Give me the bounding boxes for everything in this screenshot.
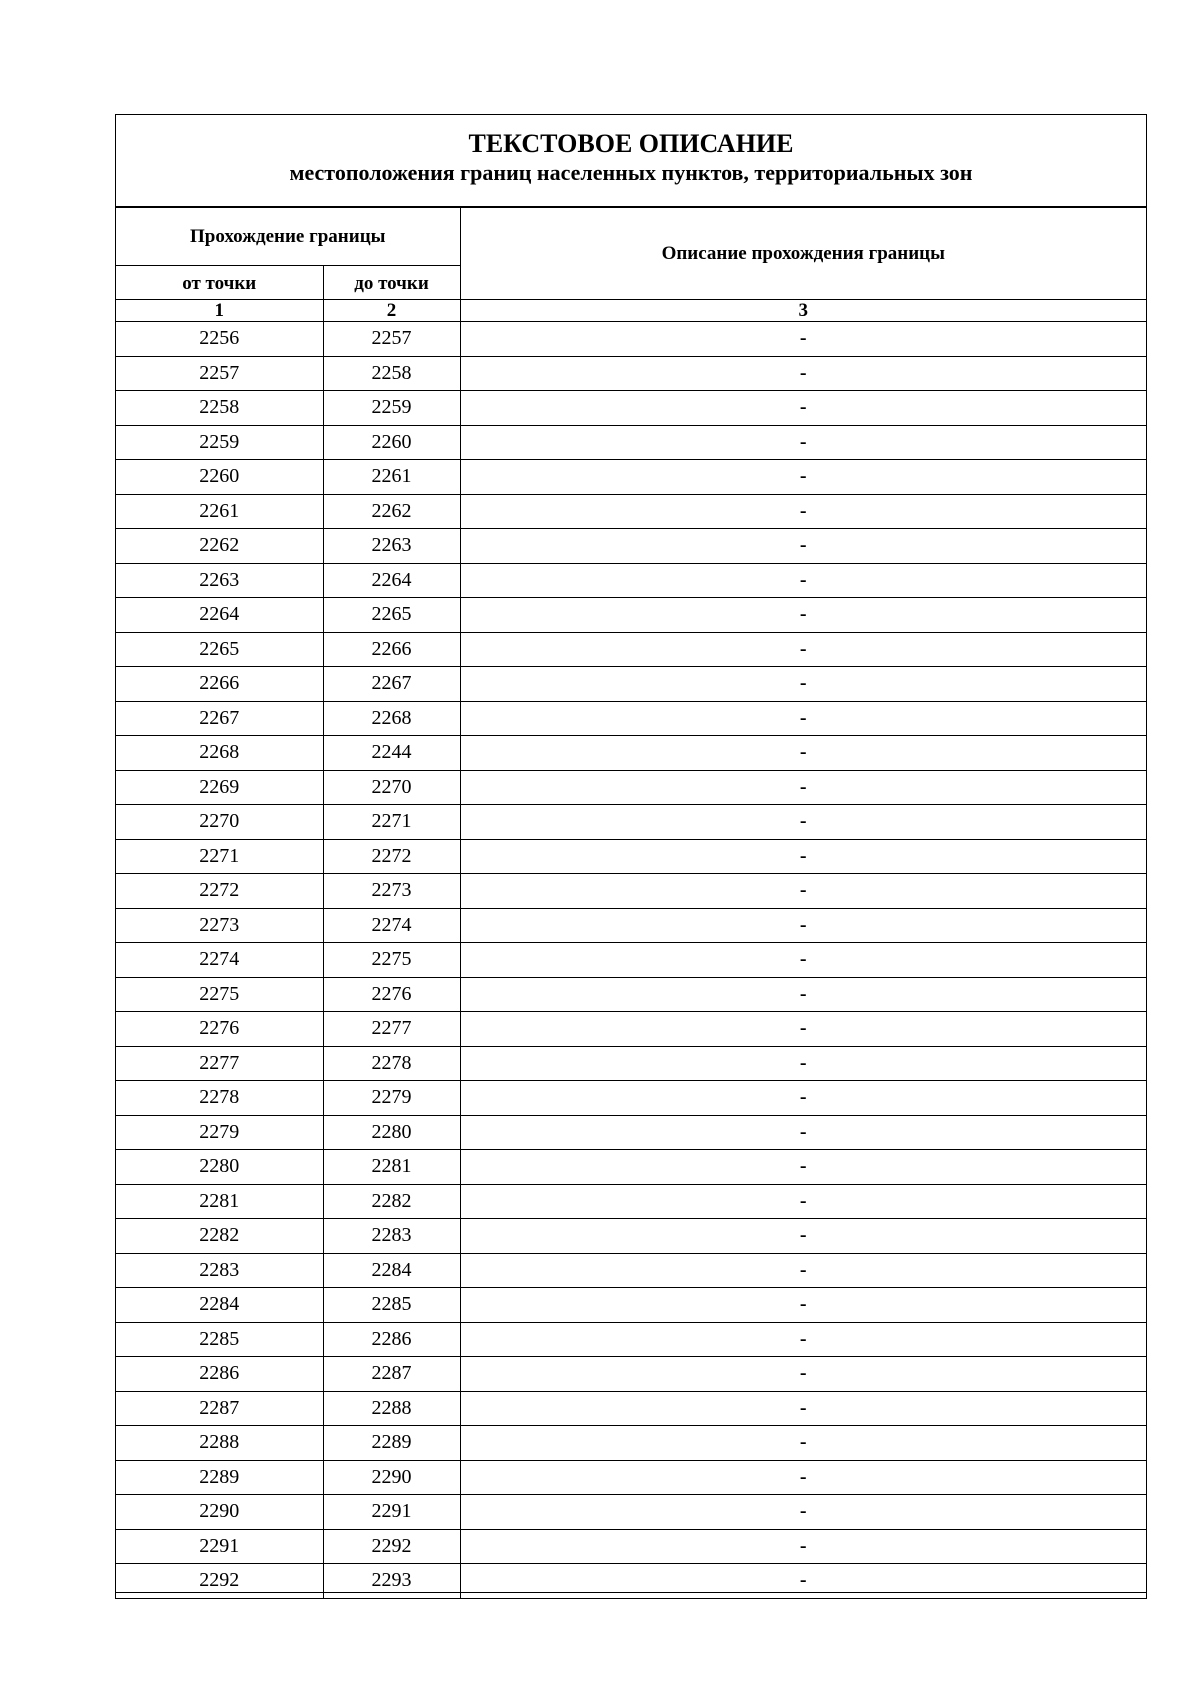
from-point-cell: 2258 (116, 391, 323, 426)
to-point-cell: 2265 (323, 598, 460, 633)
description-cell: - (460, 805, 1146, 840)
description-cell: - (460, 460, 1146, 495)
to-point-cell: 2275 (323, 943, 460, 978)
from-point-cell: 2278 (116, 1081, 323, 1116)
from-point-cell: 2281 (116, 1184, 323, 1219)
title-block (116, 115, 1146, 207)
description-cell: - (460, 1529, 1146, 1564)
description-cell: - (460, 1357, 1146, 1392)
table-row (116, 805, 1146, 840)
document-sheet (115, 114, 1147, 1599)
from-point-cell: 2292 (116, 1564, 323, 1599)
description-cell: - (460, 701, 1146, 736)
from-point-header: от точки (116, 266, 323, 300)
description-cell: - (460, 1219, 1146, 1254)
description-cell: - (460, 667, 1146, 702)
from-point-cell: 2262 (116, 529, 323, 564)
table-row (116, 356, 1146, 391)
document-subtitle: местоположения границ населенных пунктов, территориальных зон (289, 160, 973, 185)
description-cell: - (460, 1391, 1146, 1426)
description-cell: - (460, 1115, 1146, 1150)
to-point-cell: 2272 (323, 839, 460, 874)
table-row (116, 1184, 1146, 1219)
description-cell: - (460, 770, 1146, 805)
to-point-cell: 2263 (323, 529, 460, 564)
column-number-3: 3 (460, 300, 1146, 322)
description-cell: - (460, 1495, 1146, 1530)
to-point-cell: 2274 (323, 908, 460, 943)
from-point-cell: 2286 (116, 1357, 323, 1392)
to-point-cell: 2262 (323, 494, 460, 529)
column-number-2: 2 (323, 300, 460, 322)
description-cell: - (460, 1150, 1146, 1185)
from-point-cell: 2268 (116, 736, 323, 771)
from-point-cell: 2272 (116, 874, 323, 909)
to-point-cell: 2266 (323, 632, 460, 667)
description-cell: - (460, 977, 1146, 1012)
table-row (116, 494, 1146, 529)
from-point-cell: 2282 (116, 1219, 323, 1254)
to-point-cell: 2281 (323, 1150, 460, 1185)
description-cell: - (460, 425, 1146, 460)
from-point-cell: 2263 (116, 563, 323, 598)
table-row (116, 1081, 1146, 1116)
to-point-cell: 2276 (323, 977, 460, 1012)
description-cell: - (460, 1184, 1146, 1219)
from-point-cell: 2265 (116, 632, 323, 667)
to-point-cell: 2261 (323, 460, 460, 495)
description-cell: - (460, 1564, 1146, 1599)
to-point-cell: 2273 (323, 874, 460, 909)
from-point-cell: 2288 (116, 1426, 323, 1461)
to-point-cell: 2244 (323, 736, 460, 771)
from-point-cell: 2275 (116, 977, 323, 1012)
to-point-cell: 2293 (323, 1564, 460, 1599)
from-point-cell: 2285 (116, 1322, 323, 1357)
description-cell: - (460, 1426, 1146, 1461)
description-cell: - (460, 494, 1146, 529)
from-point-cell: 2261 (116, 494, 323, 529)
description-cell: - (460, 1046, 1146, 1081)
table-row (116, 1046, 1146, 1081)
boundary-table (116, 207, 1146, 1599)
table-row (116, 770, 1146, 805)
bottom-divider (116, 1592, 1146, 1593)
table-row (116, 1219, 1146, 1254)
description-cell: - (460, 1012, 1146, 1047)
table-row (116, 1495, 1146, 1530)
table-row (116, 1150, 1146, 1185)
description-cell: - (460, 1322, 1146, 1357)
from-point-cell: 2266 (116, 667, 323, 702)
from-point-cell: 2267 (116, 701, 323, 736)
to-point-cell: 2289 (323, 1426, 460, 1461)
table-row (116, 667, 1146, 702)
table-row (116, 839, 1146, 874)
boundary-passage-header: Прохождение границы (116, 208, 460, 266)
description-cell: - (460, 1253, 1146, 1288)
table-row (116, 1115, 1146, 1150)
to-point-cell: 2285 (323, 1288, 460, 1323)
table-row (116, 1529, 1146, 1564)
table-row (116, 529, 1146, 564)
table-row (116, 701, 1146, 736)
to-point-cell: 2292 (323, 1529, 460, 1564)
from-point-cell: 2291 (116, 1529, 323, 1564)
table-row (116, 908, 1146, 943)
from-point-cell: 2269 (116, 770, 323, 805)
description-cell: - (460, 943, 1146, 978)
from-point-cell: 2260 (116, 460, 323, 495)
from-point-cell: 2277 (116, 1046, 323, 1081)
description-cell: - (460, 356, 1146, 391)
from-point-cell: 2276 (116, 1012, 323, 1047)
to-point-cell: 2271 (323, 805, 460, 840)
table-row (116, 1426, 1146, 1461)
table-row (116, 874, 1146, 909)
table-row (116, 1012, 1146, 1047)
description-cell: - (460, 598, 1146, 633)
to-point-cell: 2264 (323, 563, 460, 598)
from-point-cell: 2271 (116, 839, 323, 874)
to-point-cell: 2257 (323, 322, 460, 357)
table-row (116, 1253, 1146, 1288)
from-point-cell: 2259 (116, 425, 323, 460)
table-row (116, 1357, 1146, 1392)
to-point-cell: 2290 (323, 1460, 460, 1495)
table-row (116, 460, 1146, 495)
from-point-cell: 2273 (116, 908, 323, 943)
from-point-cell: 2290 (116, 1495, 323, 1530)
document-title: ТЕКСТОВОЕ ОПИСАНИЕ (468, 129, 794, 158)
table-row (116, 736, 1146, 771)
to-point-cell: 2259 (323, 391, 460, 426)
to-point-cell: 2280 (323, 1115, 460, 1150)
table-row (116, 425, 1146, 460)
from-point-cell: 2283 (116, 1253, 323, 1288)
description-cell: - (460, 1081, 1146, 1116)
from-point-cell: 2274 (116, 943, 323, 978)
table-row (116, 598, 1146, 633)
description-cell: - (460, 839, 1146, 874)
table-row (116, 1322, 1146, 1357)
description-header: Описание прохождения границы (460, 208, 1146, 300)
from-point-cell: 2270 (116, 805, 323, 840)
to-point-cell: 2268 (323, 701, 460, 736)
from-point-cell: 2256 (116, 322, 323, 357)
description-cell: - (460, 1460, 1146, 1495)
to-point-cell: 2283 (323, 1219, 460, 1254)
from-point-cell: 2289 (116, 1460, 323, 1495)
to-point-cell: 2288 (323, 1391, 460, 1426)
description-cell: - (460, 908, 1146, 943)
from-point-cell: 2279 (116, 1115, 323, 1150)
to-point-cell: 2279 (323, 1081, 460, 1116)
to-point-cell: 2287 (323, 1357, 460, 1392)
to-point-cell: 2270 (323, 770, 460, 805)
column-number-1: 1 (116, 300, 323, 322)
to-point-cell: 2291 (323, 1495, 460, 1530)
from-point-cell: 2280 (116, 1150, 323, 1185)
description-cell: - (460, 1288, 1146, 1323)
description-cell: - (460, 391, 1146, 426)
from-point-cell: 2264 (116, 598, 323, 633)
table-row (116, 322, 1146, 357)
from-point-cell: 2257 (116, 356, 323, 391)
table-row (116, 943, 1146, 978)
table-row (116, 1391, 1146, 1426)
to-point-cell: 2260 (323, 425, 460, 460)
description-cell: - (460, 563, 1146, 598)
to-point-cell: 2267 (323, 667, 460, 702)
to-point-cell: 2282 (323, 1184, 460, 1219)
table-row (116, 1460, 1146, 1495)
description-cell: - (460, 874, 1146, 909)
table-row (116, 563, 1146, 598)
table-row (116, 391, 1146, 426)
table-body (116, 322, 1146, 1599)
table-row (116, 1288, 1146, 1323)
from-point-cell: 2284 (116, 1288, 323, 1323)
to-point-cell: 2286 (323, 1322, 460, 1357)
from-point-cell: 2287 (116, 1391, 323, 1426)
description-cell: - (460, 322, 1146, 357)
to-point-cell: 2277 (323, 1012, 460, 1047)
table-row (116, 632, 1146, 667)
to-point-cell: 2258 (323, 356, 460, 391)
description-cell: - (460, 736, 1146, 771)
description-cell: - (460, 529, 1146, 564)
to-point-header: до точки (323, 266, 460, 300)
to-point-cell: 2278 (323, 1046, 460, 1081)
to-point-cell: 2284 (323, 1253, 460, 1288)
description-cell: - (460, 632, 1146, 667)
table-row (116, 977, 1146, 1012)
